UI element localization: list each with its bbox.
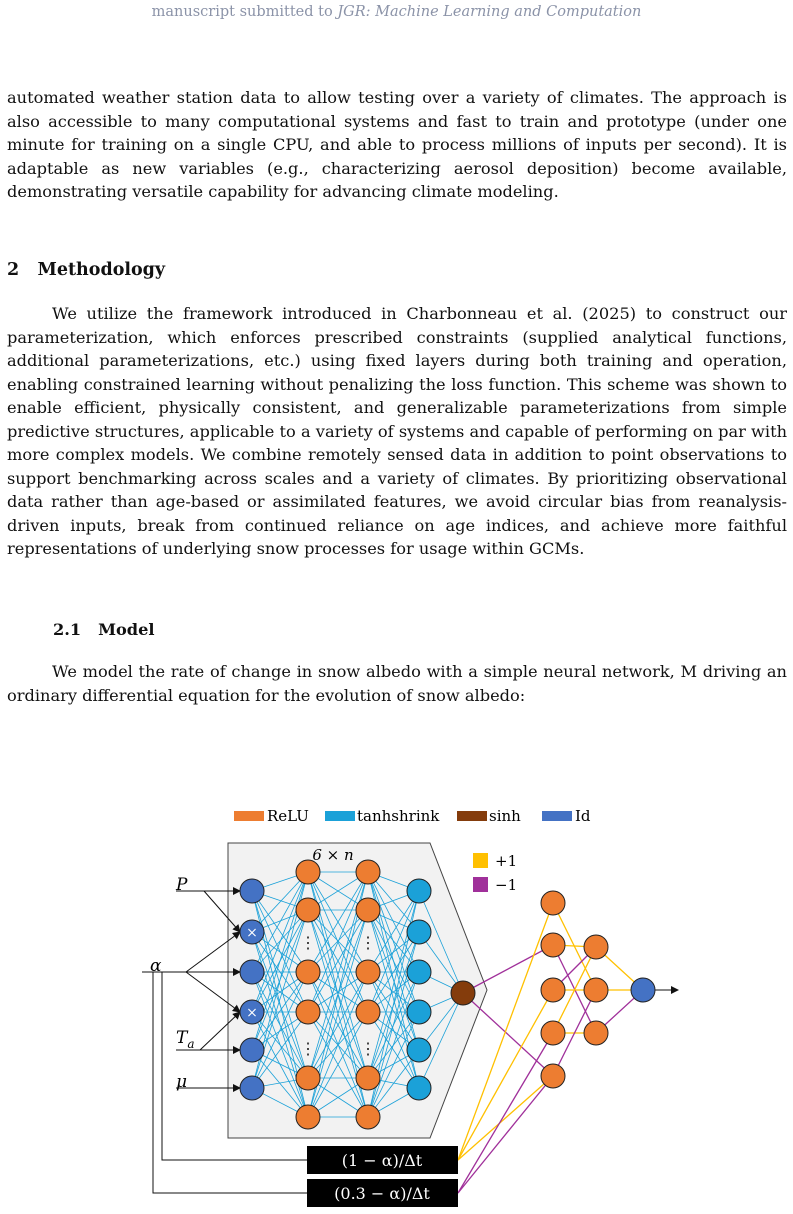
model-paragraph: We model the rate of change in snow albedo with a simple neural network, M driving an ordinary differential equation for the evolution of snow albedo: [7, 662, 787, 705]
hidden-node-layer1 [296, 960, 320, 984]
minus-one-swatch [473, 877, 488, 892]
tanhshrink-node [407, 960, 431, 984]
header-prefix: manuscript submitted to [151, 4, 333, 20]
tanhshrink-node [407, 1038, 431, 1062]
multiply-symbol: × [246, 1005, 258, 1021]
section-number: 2 [7, 260, 20, 280]
hidden-node-layer1 [296, 898, 320, 922]
input-label-mu: μ [176, 1072, 188, 1092]
section-title: Methodology [37, 260, 166, 280]
constraint-node-layer1 [541, 891, 565, 915]
input-node [240, 960, 264, 984]
input-label-alpha: α [150, 956, 162, 976]
subsection-number: 2.1 [53, 620, 82, 639]
subsection-heading [53, 620, 155, 639]
tanhshrink-node [407, 1076, 431, 1100]
minus-one-label: −1 [495, 876, 518, 894]
sinh-swatch [457, 811, 487, 821]
hidden-node-layer2 [356, 1105, 380, 1129]
hidden-node-layer1 [296, 860, 320, 884]
ellipsis-bottom-1: ⋮ [300, 1039, 316, 1058]
plus-one-label: +1 [495, 852, 518, 870]
tanhshrink-node [407, 1000, 431, 1024]
hidden-node-layer2 [356, 960, 380, 984]
network-diagram [0, 795, 793, 1214]
legend-tanhshrink-label: tanhshrink [357, 807, 440, 825]
hidden-node-layer2 [356, 1066, 380, 1090]
ellipsis-top-2: ⋮ [360, 933, 376, 952]
tanhshrink-node [407, 920, 431, 944]
header-journal: JGR: Machine Learning and Computation [337, 4, 642, 20]
activation-legend [234, 807, 591, 825]
hidden-size-label: 6 × n [312, 846, 354, 864]
relu-swatch [234, 811, 264, 821]
plus-one-swatch [473, 853, 488, 868]
tanhshrink-swatch [325, 811, 355, 821]
hidden-node-layer2 [356, 860, 380, 884]
hidden-node-layer2 [356, 1000, 380, 1024]
intro-paragraph: automated weather station data to allow testing over a variety of climates. The approach is also accessible to many computational systems and fast to train and prototype (under one minute for training on a single CPU, and able to process millions of inputs per second). It is adaptable as new variables (e.g., characterizing aerosol deposition) become available, demonstrating versatile capability for advancing climate modeling. [7, 88, 787, 201]
constraint-node-layer1 [541, 1021, 565, 1045]
hidden-node-layer2 [356, 898, 380, 922]
ellipsis-bottom-2: ⋮ [360, 1039, 376, 1058]
tanhshrink-node [407, 879, 431, 903]
constraint-node-layer1 [541, 933, 565, 957]
ellipsis-top-1: ⋮ [300, 933, 316, 952]
hidden-node-layer1 [296, 1000, 320, 1024]
output-node [631, 978, 655, 1002]
constraint-node-layer1 [541, 1064, 565, 1088]
input-node [240, 879, 264, 903]
running-header [0, 4, 793, 20]
input-node [240, 1038, 264, 1062]
hidden-node-layer1 [296, 1105, 320, 1129]
input-node [240, 1076, 264, 1100]
sinh-node [451, 981, 475, 1005]
multiply-symbol: × [246, 925, 258, 941]
section-heading [7, 260, 165, 280]
constraint-node-layer2 [584, 935, 608, 959]
constraint-node-layer2 [584, 1021, 608, 1045]
weight-legend [473, 852, 517, 894]
constraint-node-layer2 [584, 978, 608, 1002]
subsection-title: Model [98, 620, 155, 639]
legend-id-label: Id [575, 807, 591, 825]
methodology-paragraph: We utilize the framework introduced in Charbonneau et al. (2025) to construct our parameterization, which enforces prescribed constraints (supplied analytical functions, additional parameterizations, etc.) using fixed layers during both training and operation, enabling constrained learning without penalizing the loss function. This scheme was shown to enable efficient, physically consistent, and generalizable parameterizations from simple predictive structures, applicable to a variety of systems and capable of performing on par with more complex models. We combine remotely sensed data in addition to point observations to support benchmarking across scales and a variety of climates. By prioritizing observational data rather than age-based or assimilated features, we avoid circular bias from reanalysis-driven inputs, break from continued reliance on age indices, and achieve more faithful representations of underlying snow processes for usage within GCMs. [7, 304, 787, 558]
input-label-ta: $T_a$ [176, 1028, 195, 1051]
input-label-p: P [176, 875, 188, 895]
legend-sinh-label: sinh [489, 807, 521, 825]
hidden-node-layer1 [296, 1066, 320, 1090]
id-swatch [542, 811, 572, 821]
point-three-minus-alpha-label: (0.3 − α)/Δt [334, 1184, 430, 1203]
one-minus-alpha-label: (1 − α)/Δt [341, 1151, 423, 1170]
constraint-node-layer1 [541, 978, 565, 1002]
legend-relu-label: ReLU [267, 807, 309, 825]
